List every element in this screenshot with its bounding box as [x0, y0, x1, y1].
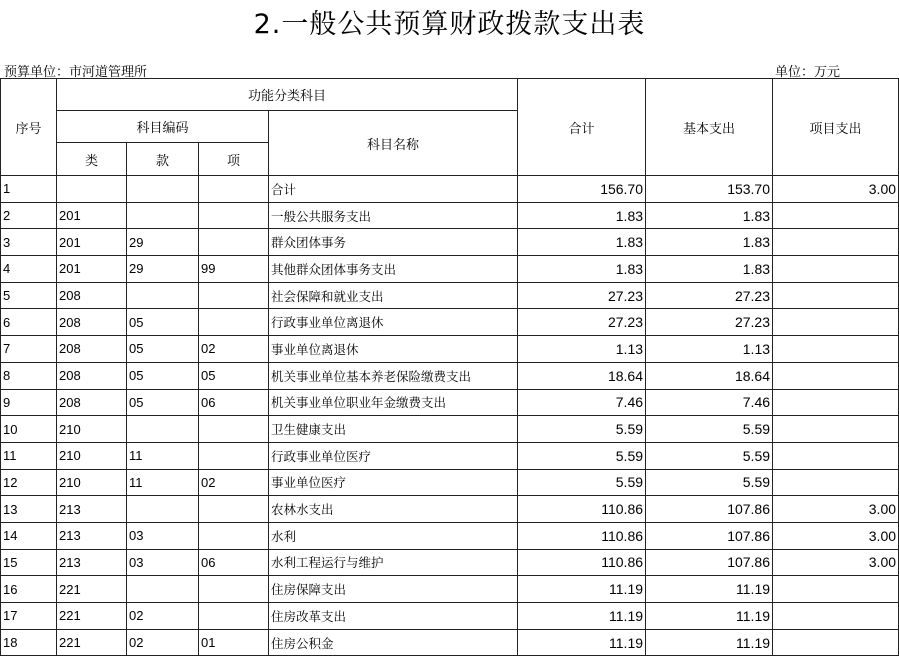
cell-total: 11.19 [518, 629, 646, 656]
cell-lei: 221 [57, 603, 127, 630]
cell-project [773, 202, 899, 229]
cell-kuan [127, 176, 199, 203]
cell-seq: 17 [1, 603, 57, 630]
header-lei: 类 [57, 143, 127, 176]
table-row [1, 603, 899, 630]
header-basic: 基本支出 [646, 79, 773, 176]
cell-xiang [199, 522, 269, 549]
cell-xiang: 05 [199, 362, 269, 389]
cell-lei: 208 [57, 389, 127, 416]
cell-name: 住房保障支出 [269, 576, 518, 603]
cell-kuan: 02 [127, 603, 199, 630]
table-row [1, 389, 899, 416]
cell-basic: 153.70 [646, 176, 773, 203]
cell-seq: 6 [1, 309, 57, 336]
cell-xiang: 02 [199, 336, 269, 363]
cell-project [773, 229, 899, 256]
cell-project: 3.00 [773, 522, 899, 549]
header-xiang: 项 [199, 143, 269, 176]
cell-total: 18.64 [518, 362, 646, 389]
cell-name: 事业单位医疗 [269, 469, 518, 496]
table-row [1, 549, 899, 576]
cell-kuan [127, 282, 199, 309]
cell-lei: 213 [57, 549, 127, 576]
cell-xiang: 01 [199, 629, 269, 656]
cell-seq: 16 [1, 576, 57, 603]
cell-project: 3.00 [773, 496, 899, 523]
table-row [1, 496, 899, 523]
cell-kuan [127, 496, 199, 523]
table-row [1, 362, 899, 389]
cell-lei: 208 [57, 282, 127, 309]
cell-kuan: 03 [127, 522, 199, 549]
cell-basic: 11.19 [646, 629, 773, 656]
cell-lei: 208 [57, 309, 127, 336]
cell-project [773, 362, 899, 389]
cell-basic: 5.59 [646, 469, 773, 496]
table-row [1, 229, 899, 256]
cell-name: 其他群众团体事务支出 [269, 256, 518, 283]
cell-project [773, 416, 899, 443]
budget-unit-label: 预算单位：市河道管理所 [4, 65, 148, 80]
cell-lei: 221 [57, 576, 127, 603]
cell-kuan: 05 [127, 309, 199, 336]
table-row [1, 442, 899, 469]
cell-total: 156.70 [518, 176, 646, 203]
cell-basic: 18.64 [646, 362, 773, 389]
table-row [1, 176, 899, 203]
cell-kuan: 29 [127, 256, 199, 283]
cell-name: 行政事业单位离退休 [269, 309, 518, 336]
cell-name: 卫生健康支出 [269, 416, 518, 443]
cell-basic: 107.86 [646, 549, 773, 576]
cell-seq: 13 [1, 496, 57, 523]
cell-basic: 1.13 [646, 336, 773, 363]
cell-lei: 213 [57, 522, 127, 549]
cell-project [773, 603, 899, 630]
cell-name: 事业单位离退休 [269, 336, 518, 363]
header-total: 合计 [518, 79, 646, 176]
cell-project [773, 389, 899, 416]
cell-name: 机关事业单位职业年金缴费支出 [269, 389, 518, 416]
header-kuan: 款 [127, 143, 199, 176]
cell-xiang: 06 [199, 549, 269, 576]
cell-name: 社会保障和就业支出 [269, 282, 518, 309]
cell-kuan: 11 [127, 442, 199, 469]
cell-lei: 201 [57, 229, 127, 256]
cell-xiang [199, 229, 269, 256]
cell-xiang: 06 [199, 389, 269, 416]
cell-lei: 210 [57, 469, 127, 496]
cell-xiang [199, 496, 269, 523]
cell-total: 1.83 [518, 229, 646, 256]
cell-total: 5.59 [518, 416, 646, 443]
table-row [1, 469, 899, 496]
expenditure-table [0, 78, 899, 656]
cell-lei: 210 [57, 416, 127, 443]
cell-basic: 11.19 [646, 576, 773, 603]
cell-total: 5.59 [518, 442, 646, 469]
cell-seq: 7 [1, 336, 57, 363]
cell-xiang [199, 202, 269, 229]
table-row [1, 202, 899, 229]
cell-kuan: 03 [127, 549, 199, 576]
cell-basic: 7.46 [646, 389, 773, 416]
cell-total: 110.86 [518, 549, 646, 576]
cell-total: 5.59 [518, 469, 646, 496]
cell-xiang: 99 [199, 256, 269, 283]
table-row [1, 522, 899, 549]
cell-basic: 1.83 [646, 229, 773, 256]
cell-name: 水利工程运行与维护 [269, 549, 518, 576]
cell-kuan: 11 [127, 469, 199, 496]
table-row [1, 336, 899, 363]
header-func-class: 功能分类科目 [57, 79, 518, 111]
cell-lei: 221 [57, 629, 127, 656]
cell-basic: 5.59 [646, 416, 773, 443]
cell-project [773, 256, 899, 283]
cell-kuan [127, 576, 199, 603]
cell-kuan: 05 [127, 362, 199, 389]
header-name: 科目名称 [269, 111, 518, 176]
cell-name: 机关事业单位基本养老保险缴费支出 [269, 362, 518, 389]
table-row [1, 309, 899, 336]
cell-xiang [199, 442, 269, 469]
cell-kuan: 05 [127, 336, 199, 363]
cell-total: 1.83 [518, 202, 646, 229]
cell-project [773, 336, 899, 363]
cell-project: 3.00 [773, 549, 899, 576]
table-body [1, 176, 899, 656]
cell-kuan: 02 [127, 629, 199, 656]
cell-name: 行政事业单位医疗 [269, 442, 518, 469]
cell-xiang: 02 [199, 469, 269, 496]
cell-basic: 1.83 [646, 202, 773, 229]
cell-seq: 12 [1, 469, 57, 496]
header-code: 科目编码 [57, 111, 269, 143]
cell-project [773, 469, 899, 496]
cell-total: 27.23 [518, 282, 646, 309]
cell-seq: 11 [1, 442, 57, 469]
table-row [1, 629, 899, 656]
cell-total: 1.83 [518, 256, 646, 283]
cell-total: 1.13 [518, 336, 646, 363]
cell-basic: 107.86 [646, 496, 773, 523]
cell-lei: 208 [57, 336, 127, 363]
cell-total: 11.19 [518, 603, 646, 630]
cell-name: 水利 [269, 522, 518, 549]
cell-seq: 3 [1, 229, 57, 256]
cell-seq: 9 [1, 389, 57, 416]
table-row [1, 256, 899, 283]
table-row [1, 282, 899, 309]
cell-lei: 201 [57, 256, 127, 283]
cell-seq: 18 [1, 629, 57, 656]
cell-lei [57, 176, 127, 203]
cell-lei: 208 [57, 362, 127, 389]
cell-xiang [199, 309, 269, 336]
cell-name: 住房公积金 [269, 629, 518, 656]
header-project: 项目支出 [773, 79, 899, 176]
currency-unit-label: 单位：万元 [775, 65, 841, 80]
cell-lei: 201 [57, 202, 127, 229]
cell-name: 合计 [269, 176, 518, 203]
header-seq: 序号 [1, 79, 57, 176]
cell-lei: 213 [57, 496, 127, 523]
cell-seq: 14 [1, 522, 57, 549]
cell-xiang [199, 603, 269, 630]
table-row [1, 576, 899, 603]
cell-name: 群众团体事务 [269, 229, 518, 256]
cell-seq: 15 [1, 549, 57, 576]
cell-xiang [199, 282, 269, 309]
cell-kuan: 29 [127, 229, 199, 256]
cell-project [773, 282, 899, 309]
table-row [1, 416, 899, 443]
cell-name: 一般公共服务支出 [269, 202, 518, 229]
cell-lei: 210 [57, 442, 127, 469]
cell-basic: 27.23 [646, 282, 773, 309]
cell-seq: 2 [1, 202, 57, 229]
cell-project [773, 442, 899, 469]
cell-basic: 1.83 [646, 256, 773, 283]
cell-seq: 4 [1, 256, 57, 283]
cell-total: 27.23 [518, 309, 646, 336]
cell-basic: 27.23 [646, 309, 773, 336]
cell-total: 110.86 [518, 496, 646, 523]
cell-seq: 10 [1, 416, 57, 443]
cell-basic: 11.19 [646, 603, 773, 630]
cell-total: 7.46 [518, 389, 646, 416]
cell-total: 110.86 [518, 522, 646, 549]
cell-basic: 5.59 [646, 442, 773, 469]
cell-project [773, 629, 899, 656]
cell-kuan [127, 416, 199, 443]
cell-xiang [199, 576, 269, 603]
page-title: 2.一般公共预算财政拨款支出表 [253, 9, 646, 40]
cell-kuan: 05 [127, 389, 199, 416]
cell-basic: 107.86 [646, 522, 773, 549]
cell-seq: 5 [1, 282, 57, 309]
cell-name: 农林水支出 [269, 496, 518, 523]
cell-kuan [127, 202, 199, 229]
cell-project: 3.00 [773, 176, 899, 203]
table-header [1, 79, 899, 176]
cell-total: 11.19 [518, 576, 646, 603]
cell-project [773, 576, 899, 603]
cell-seq: 8 [1, 362, 57, 389]
cell-xiang [199, 176, 269, 203]
cell-seq: 1 [1, 176, 57, 203]
cell-project [773, 309, 899, 336]
cell-xiang [199, 416, 269, 443]
cell-name: 住房改革支出 [269, 603, 518, 630]
